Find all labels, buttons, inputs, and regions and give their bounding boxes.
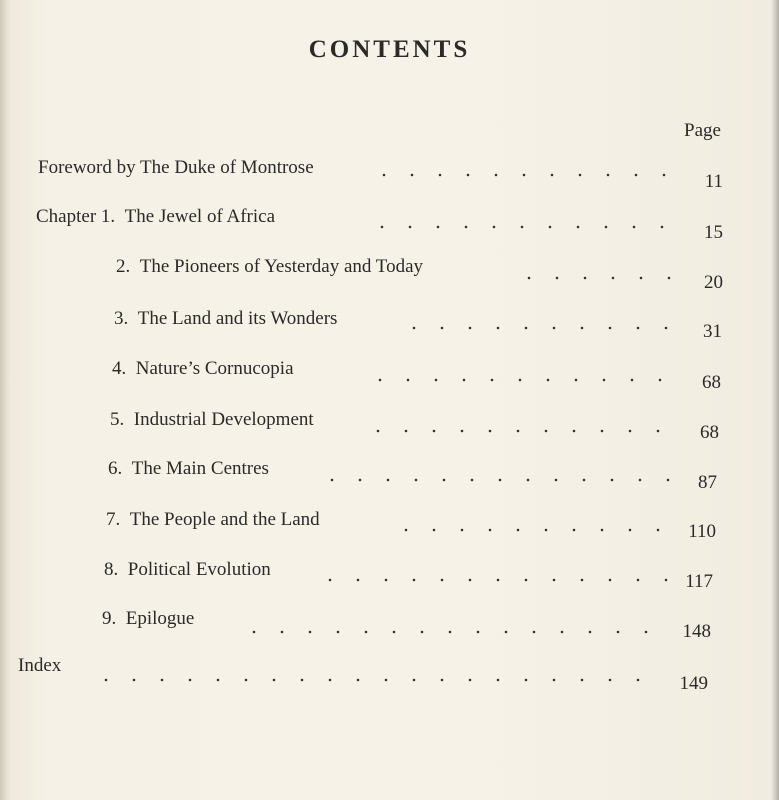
toc-entry-label: The People and the Land [129, 509, 320, 530]
page-column-header: Page [684, 120, 721, 141]
chapter-number: 5. [110, 409, 125, 430]
chapter-prefix: Chapter [36, 206, 97, 227]
dot-leader [515, 276, 680, 280]
chapter-number: 9. [102, 608, 117, 629]
toc-page-number: 20 [704, 272, 723, 293]
toc-page-number: 68 [702, 372, 721, 393]
toc-entry-chapter-5 [110, 409, 314, 431]
toc-entry-label: Industrial Development [133, 409, 314, 430]
toc-entry-index [18, 655, 61, 677]
toc-entry-label: Epilogue [125, 608, 195, 629]
toc-entry-chapter-3 [114, 308, 337, 330]
toc-entry-chapter-7 [106, 509, 320, 531]
chapter-number: 7. [106, 509, 121, 530]
toc-entry-label: Foreword by The Duke of Montrose [38, 157, 314, 178]
toc-entry-label: The Main Centres [131, 458, 269, 479]
toc-entry-chapter-2 [116, 256, 423, 278]
chapter-number: 1. [100, 206, 116, 227]
toc-page-number: 87 [698, 472, 717, 493]
toc-page-number: 110 [688, 521, 716, 542]
toc-page-number: 15 [704, 222, 723, 243]
dot-leader [316, 578, 670, 582]
page-edge-shadow [771, 0, 779, 800]
dot-leader [366, 378, 680, 382]
toc-entry-label: Political Evolution [127, 559, 271, 580]
chapter-number: 8. [104, 559, 119, 580]
dot-leader [92, 678, 662, 682]
dot-leader [364, 429, 680, 433]
toc-entry-label: The Jewel of Africa [124, 206, 276, 227]
chapter-number: 6. [108, 458, 123, 479]
dot-leader [370, 173, 680, 177]
toc-page-number: 149 [679, 673, 708, 694]
dot-leader [318, 478, 680, 482]
toc-entry-chapter-8 [104, 559, 271, 581]
toc-page-number: 148 [682, 621, 711, 642]
toc-entry-chapter-4 [112, 358, 294, 380]
dot-leader [400, 326, 680, 330]
chapter-number: 4. [112, 358, 127, 379]
toc-entry-label: Nature’s Cornucopia [135, 358, 294, 379]
toc-entry-label: Index [18, 655, 62, 676]
toc-page-number: 117 [685, 571, 713, 592]
contents-title: CONTENTS [308, 36, 471, 63]
dot-leader [240, 630, 665, 634]
toc-entry-foreword [38, 157, 314, 179]
toc-page-number: 31 [703, 321, 722, 342]
chapter-number: 2. [116, 256, 131, 277]
toc-entry-label: The Pioneers of Yesterday and Today [139, 256, 424, 277]
toc-page-number: 11 [704, 171, 723, 192]
toc-entry-chapter-9 [102, 608, 194, 630]
spine-shadow [0, 0, 10, 800]
toc-entry-chapter-6 [108, 458, 269, 480]
dot-leader [368, 225, 680, 229]
toc-entry-label: The Land and its Wonders [137, 308, 338, 329]
toc-page-number: 68 [700, 422, 719, 443]
dot-leader [392, 528, 670, 532]
toc-entry-chapter-1 [36, 206, 275, 228]
chapter-number: 3. [114, 308, 129, 329]
